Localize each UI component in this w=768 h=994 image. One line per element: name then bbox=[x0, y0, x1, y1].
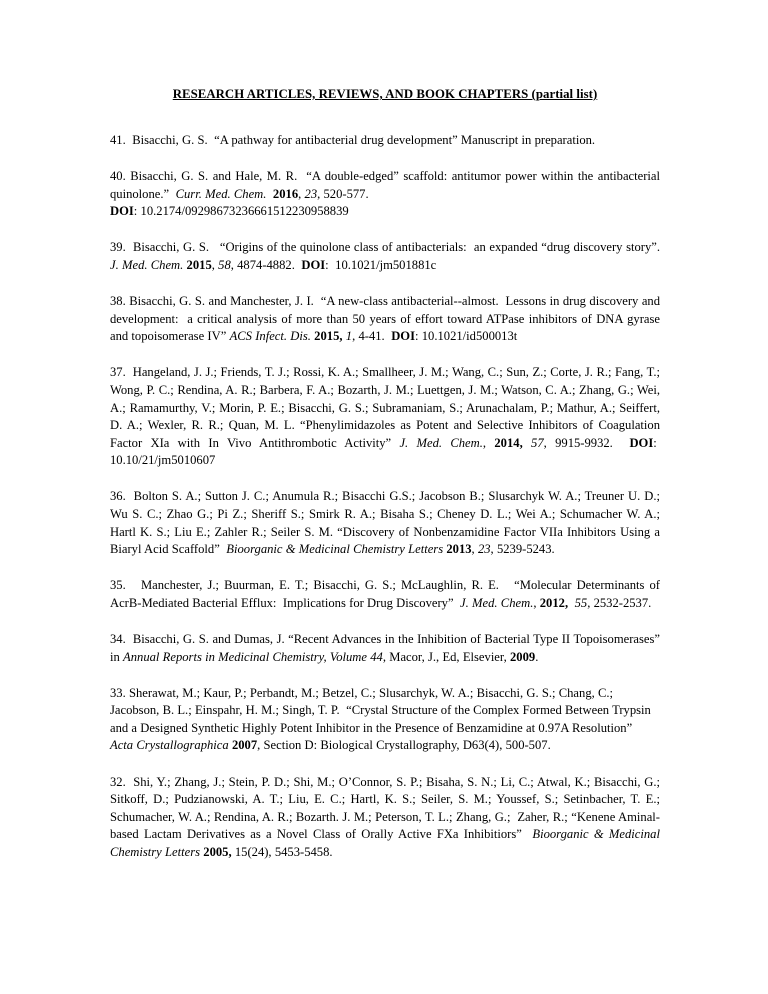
reference-entry-41: 41. Bisacchi, G. S. “A pathway for antibacterial drug development” Manuscript in preparation. bbox=[110, 133, 596, 147]
reference-entry-35: 35. Manchester, J.; Buurman, E. T.; Bisacchi, G. S.; McLaughlin, R. E. “Molecular Determinants of AcrB-Mediated Bacterial Efflux: Implications for Drug Discovery” J. Med. Chem., 2012, 55, 2532-2537. bbox=[110, 578, 660, 610]
reference-entry-33: 33. Sherawat, M.; Kaur, P.; Perbandt, M.; Betzel, C.; Slusarchyk, W. A.; Bisacchi, G. S.; Chang, C.; Jacobson, B. L.; Einspahr, H. M.; Singh, T. P. “Crystal Structure of the Complex Formed Between Trypsin and a Designed Synthetic Highly Potent Inhibitor in the Presence of Benzamidine at 0.97A Resolution” Acta Crystallographica 2007, Section D: Biological Crystallography, D63(4), 500-507. bbox=[110, 685, 651, 753]
reference-entry-40: 40. Bisacchi, G. S. and Hale, M. R. “A double-edged” scaffold: antitumor power within the antibacterial quinolone.” Curr. Med. Chem. 2016, 23, 520-577. DOI: 10.2174/09298673236661512230958839 bbox=[110, 169, 660, 219]
reference-entry-37: 37. Hangeland, J. J.; Friends, T. J.; Rossi, K. A.; Smallheer, J. M.; Wang, C.; Sun, Z.; Corte, J. R.; Fang, T.; Wong, P. C.; Rendina, A. R.; Barbera, F. A.; Bozarth, J. M.; Luettgen, J. M.; Watson, C. A.; Zhang, G.; Wei, A.; Ramamurthy, V.; Morin, P. E.; Bisacchi, G. S.; Subramaniam, S.; Arunachalam, P.; Mathur, A.; Seiffert, D. A.; Wexler, R. R.; Quan, M. L. “Phenylimidazoles as Potent and Selective Inhibitors of Coagulation Factor XIa with In Vivo Antithrombotic Activity” J. Med. Chem., 2014, 57, 9915-9932. DOI: 10.10/21/jm5010607 bbox=[110, 365, 660, 468]
document-body bbox=[110, 86, 660, 862]
reference-entry-38: 38. Bisacchi, G. S. and Manchester, J. I. “A new-class antibacterial--almost. Lessons in drug discovery and development: a critical analysis of more than 50 years of effort toward ATPase inhibitors of DNA gyrase and topoisomerase IV” ACS Infect. Dis. 2015, 1, 4-41. DOI: 10.1021/id500013t bbox=[110, 294, 660, 344]
reference-entry-34: 34. Bisacchi, G. S. and Dumas, J. “Recent Advances in the Inhibition of Bacterial Type II Topoisomerases” in Annual Reports in Medicinal Chemistry, Volume 44, Macor, J., Ed, Elsevier, 2009. bbox=[110, 631, 660, 664]
reference-entry-39: 39. Bisacchi, G. S. “Origins of the quinolone class of antibacterials: an expanded “drug discovery story”. J. Med. Chem. 2015, 58, 4874-4882. DOI: 10.1021/jm501881c bbox=[110, 240, 660, 272]
reference-entry-32: 32. Shi, Y.; Zhang, J.; Stein, P. D.; Shi, M.; O’Connor, S. P.; Bisaha, S. N.; Li, C.; Atwal, K.; Bisacchi, G.; Sitkoff, D.; Pudzianowski, A. T.; Liu, E. C.; Hartl, K. S.; Seiler, S. M.; Youssef, S.; Setinbacher, T. E.; Schumacher, W. A.; Rendina, A. R.; Bozarth. J. M.; Peterson, T. L.; Zhang, G.; Zaher, R.; “Kenene Aminal-based Lactam Derivatives as a Novel Class of Orally Active FXa Inhibitiors” Bioorganic & Medicinal Chemistry Letters 2005, 15(24), 5453-5458. bbox=[110, 774, 660, 859]
page-title: RESEARCH ARTICLES, REVIEWS, AND BOOK CHAPTERS (partial list) bbox=[172, 87, 598, 101]
reference-entry-36: 36. Bolton S. A.; Sutton J. C.; Anumula R.; Bisacchi G.S.; Jacobson B.; Slusarchyk W. A.; Treuner U. D.; Wu S. C.; Zhao G.; Pi Z.; Sheriff S.; Smirk R. A.; Bisaha S.; Cheney D. L.; Wei A.; Schumacher W. A.; Hartl K. S.; Liu E.; Zahler R.; Seiler S. M. “Discovery of Nonbenzamidine Factor VIIa Inhibitors Using a Biaryl Acid Scaffold” Bioorganic & Medicinal Chemistry Letters 2013, 23, 5239-5243. bbox=[110, 489, 660, 557]
